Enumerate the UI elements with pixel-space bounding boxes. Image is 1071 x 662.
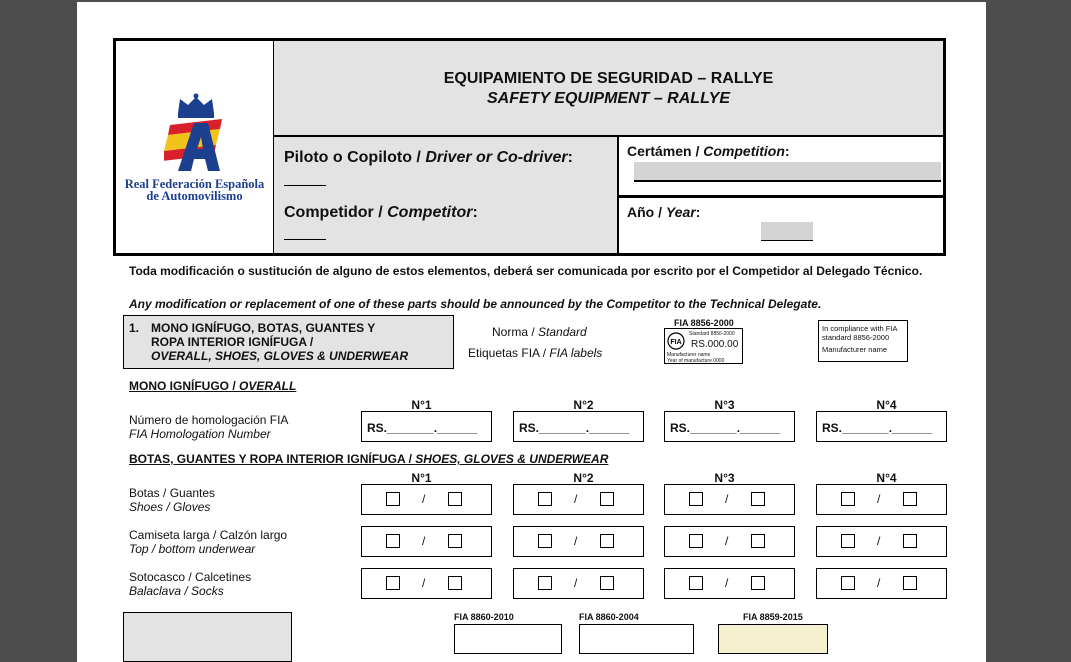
underwear-separator-3: / [725,534,729,548]
fia-label1-manufacturer: Manufacturer name [667,352,711,358]
notice-es: Toda modificación o sustitución de alguno de estos elementos, deberá ser comunicada por escrito por el Competidor al Delegado Técnico. [129,264,923,278]
shoes-gloves-cell-4 [816,484,947,515]
fia-8860-2010-sample [454,624,562,654]
competition-cell [619,137,943,198]
etiquetas-label: Etiquetas FIA / FIA labels [468,346,603,360]
balaclava-socks-separator-4: / [877,576,881,590]
shoes-gloves-cell-1 [361,484,492,515]
balaclava-socks-separator-2: / [574,576,578,590]
underwear-separator-4: / [877,534,881,548]
balaclava-socks-checkbox-a-3[interactable] [689,576,703,590]
underwear-checkbox-b-3[interactable] [751,534,765,548]
homologation-field-1[interactable]: RS._______.______ [361,411,492,442]
title-en: SAFETY EQUIPMENT – RALLYE [487,90,730,107]
balaclava-socks-checkbox-b-4[interactable] [903,576,917,590]
footer-label-8860-2010: FIA 8860-2010 [454,612,514,622]
balaclava-socks-cell-4 [816,568,947,599]
homologation-field-2[interactable]: RS._______.______ [513,411,644,442]
shoes-gloves-separator-2: / [574,492,578,506]
fia-8860-2004-sample [579,624,694,654]
balaclava-socks-cell-2 [513,568,644,599]
driver-line [284,185,326,186]
underwear-checkbox-a-1[interactable] [386,534,400,548]
overall-col3-header: N°3 [714,398,735,412]
svg-text:FIA: FIA [670,339,682,346]
fia-label1-title: FIA 8856-2000 [674,318,734,328]
driver-cell [274,137,619,253]
underwear-cell-3 [664,526,795,557]
balaclava-socks-checkbox-a-2[interactable] [538,576,552,590]
balaclava-socks-label: Sotocasco / Calcetines Balaclava / Socks [129,570,252,598]
balaclava-socks-checkbox-a-1[interactable] [386,576,400,590]
title-cell [274,41,943,137]
underwear-separator-1: / [422,534,426,548]
org-name-line2: de Automovilismo [146,189,243,203]
balaclava-socks-separator-1: / [422,576,426,590]
balaclava-socks-checkbox-b-1[interactable] [448,576,462,590]
underwear-checkbox-a-3[interactable] [689,534,703,548]
header-table [113,38,946,256]
shoes-gloves-checkbox-a-4[interactable] [841,492,855,506]
fia-8859-2015-sample [718,624,828,654]
driver-label: Piloto o Copiloto / Driver or Co-driver: [284,149,573,166]
homologation-field-4[interactable]: RS._______.______ [816,411,947,442]
competitor-label: Competidor / Competitor: [284,204,478,221]
competitor-line [284,239,326,240]
shoes-gloves-checkbox-a-1[interactable] [386,492,400,506]
competition-field[interactable] [634,162,941,182]
underwear-cell-1 [361,526,492,557]
overall-heading: MONO IGNÍFUGO / OVERALL [129,379,297,393]
balaclava-socks-cell-1 [361,568,492,599]
underwear-checkbox-b-1[interactable] [448,534,462,548]
shoes-gloves-separator-4: / [877,492,881,506]
fia-label2-sample [818,320,908,362]
shoes-gloves-label: Botas / Guantes Shoes / Gloves [129,486,216,514]
balaclava-socks-checkbox-a-4[interactable] [841,576,855,590]
balaclava-socks-separator-3: / [725,576,729,590]
norma-label: Norma / Standard [492,325,587,339]
fia-label2-text: In compliance with FIA standard 8856-2000 Manufacturer name [822,324,898,354]
shoes-gloves-separator-3: / [725,492,729,506]
section2-box [123,612,292,662]
footer-label-8859-2015: FIA 8859-2015 [743,612,803,622]
balaclava-socks-checkbox-b-2[interactable] [600,576,614,590]
crown-flag-logo-icon [164,93,228,177]
shoes-col1-header: N°1 [411,471,432,485]
shoes-col2-header: N°2 [573,471,594,485]
shoes-gloves-cell-3 [664,484,795,515]
shoes-gloves-checkbox-b-2[interactable] [600,492,614,506]
year-cell [619,198,943,253]
shoes-gloves-checkbox-a-2[interactable] [538,492,552,506]
shoes-gloves-checkbox-b-3[interactable] [751,492,765,506]
document-page [77,2,986,662]
fia-label1-year: Year of manufacture 0000 [667,358,725,364]
underwear-checkbox-b-4[interactable] [903,534,917,548]
underwear-label: Camiseta larga / Calzón largo Top / bottom underwear [129,528,288,556]
shoes-gloves-checkbox-b-4[interactable] [903,492,917,506]
homologation-field-3[interactable]: RS._______.______ [664,411,795,442]
underwear-checkbox-a-2[interactable] [538,534,552,548]
fia-seal-icon [667,332,685,350]
shoes-gloves-checkbox-b-1[interactable] [448,492,462,506]
shoes-col4-header: N°4 [876,471,897,485]
shoes-heading: BOTAS, GUANTES Y ROPA INTERIOR IGNÍFUGA / SHOES, GLOVES & UNDERWEAR [129,452,609,466]
year-label: Año / Year: [627,204,701,220]
overall-col1-header: N°1 [411,398,432,412]
overall-col2-header: N°2 [573,398,594,412]
fia-label1-standard: Standard 8856-2000 [689,331,735,337]
footer-label-8860-2004: FIA 8860-2004 [579,612,639,622]
section1-number: 1. [129,321,140,335]
underwear-checkbox-a-4[interactable] [841,534,855,548]
underwear-cell-2 [513,526,644,557]
org-name [116,178,273,202]
section1-box [123,315,454,369]
overall-col4-header: N°4 [876,398,897,412]
org-name-line1: Real Federación Española [124,177,265,191]
balaclava-socks-cell-3 [664,568,795,599]
notice-en: Any modification or replacement of one of these parts should be announced by the Competitor to the Technical Delegate. [129,297,822,311]
shoes-gloves-checkbox-a-3[interactable] [689,492,703,506]
shoes-col3-header: N°3 [714,471,735,485]
title-es: EQUIPAMIENTO DE SEGURIDAD – RALLYE [443,70,774,87]
fia-label1-code: RS.000.00 [691,339,739,350]
shoes-gloves-separator-1: / [422,492,426,506]
year-field[interactable] [761,222,813,241]
section1-title: MONO IGNÍFUGO, BOTAS, GUANTES Y ROPA INTERIOR IGNÍFUGA / OVERALL, SHOES, GLOVES & UNDERWEAR [151,321,409,363]
competition-label: Certámen / Competition: [627,143,790,159]
underwear-separator-2: / [574,534,578,548]
homologation-label: Número de homologación FIA FIA Homologation Number [129,413,289,441]
rfea-logo [116,41,275,253]
balaclava-socks-checkbox-b-3[interactable] [751,576,765,590]
shoes-gloves-cell-2 [513,484,644,515]
underwear-cell-4 [816,526,947,557]
underwear-checkbox-b-2[interactable] [600,534,614,548]
fia-label1-sample [664,328,743,364]
